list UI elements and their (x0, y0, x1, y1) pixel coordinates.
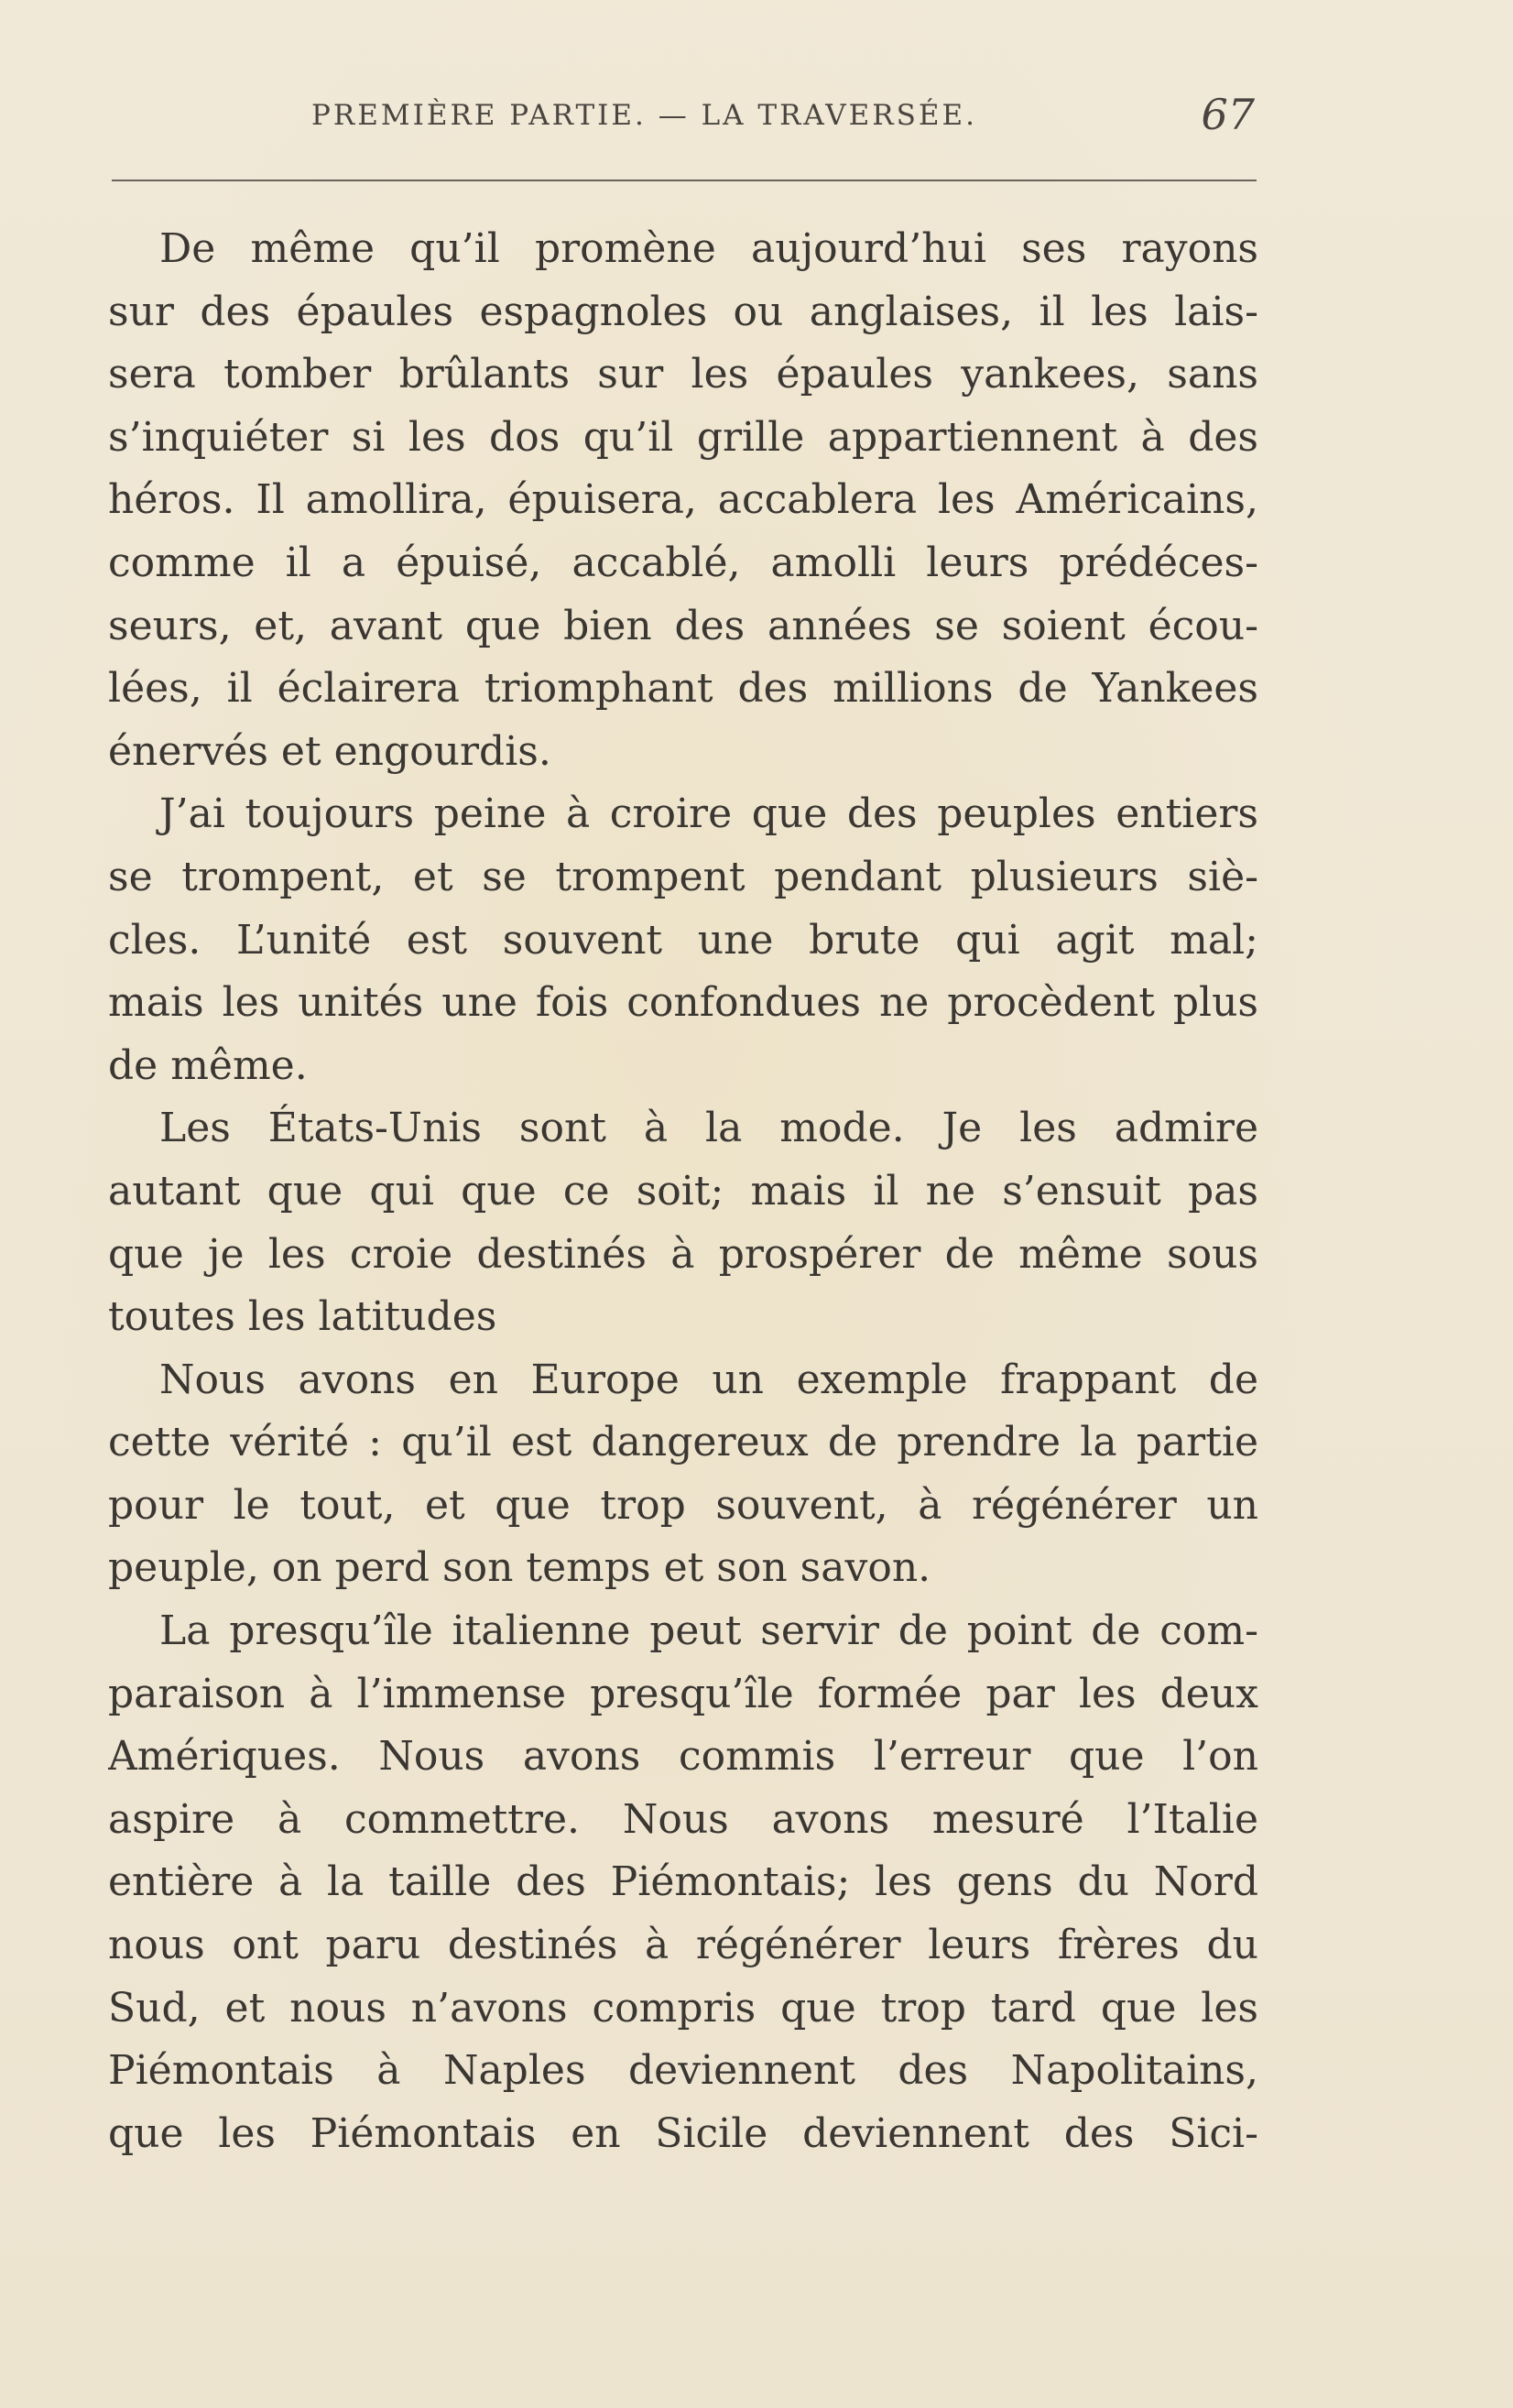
text-line: s’inquiéter si les dos qu’il grille appartiennent à des (108, 413, 1258, 461)
text-line: comme il a épuisé, accablé, amolli leurs prédéces- (108, 539, 1258, 586)
text-line: lées, il éclairera triomphant des millions de Yankees (108, 665, 1258, 713)
text-line: toutes les latitudes (108, 1293, 497, 1341)
text-line: que je les croie destinés à prospérer de même sous (108, 1230, 1258, 1278)
text-line: cles. L’unité est souvent une brute qui agit mal; (108, 916, 1258, 964)
text-line: entière à la taille des Piémontais; les gens du Nord (108, 1858, 1258, 1906)
text-line: se trompent, et se trompent pendant plusieurs siè- (108, 853, 1258, 900)
text-line: cette vérité : qu’il est dangereux de prendre la partie (108, 1419, 1258, 1466)
text-line: mais les unités une fois confondues ne procèdent plus (108, 979, 1258, 1027)
body-text (108, 218, 1258, 2165)
text-line: nous ont paru destinés à régénérer leurs frères du (108, 1922, 1258, 1969)
page-number: 67 (1201, 90, 1255, 139)
running-head: PREMIÈRE PARTIE. — LA TRAVERSÉE. (311, 99, 977, 132)
text-line: que les Piémontais en Sicile deviennent des Sici- (108, 2109, 1258, 2157)
text-line: Les États-Unis sont à la mode. Je les admire (159, 1105, 1258, 1152)
text-line: de même. (108, 1041, 308, 1089)
text-line: énervés et engourdis. (108, 727, 551, 775)
text-line: paraison à l’immense presqu’île formée par les deux (108, 1670, 1258, 1717)
text-line: De même qu’il promène aujourd’hui ses rayons (159, 225, 1258, 272)
text-line: seurs, et, avant que bien des années se soient écou- (108, 602, 1258, 649)
page-header (114, 90, 1255, 154)
text-line: aspire à commettre. Nous avons mesuré l’Italie (108, 1795, 1258, 1843)
text-line: peuple, on perd son temps et son savon. (108, 1544, 931, 1592)
text-line: sera tomber brûlants sur les épaules yankees, sans (108, 351, 1258, 398)
text-line: héros. Il amollira, épuisera, accablera les Américains, (108, 476, 1258, 524)
text-line: Piémontais à Naples deviennent des Napolitains, (108, 2047, 1258, 2095)
text-line: Sud, et nous n’avons compris que trop tard que les (108, 1984, 1258, 2032)
header-rule (112, 180, 1257, 181)
text-line: La presqu’île italienne peut servir de point de com- (159, 1607, 1258, 1655)
text-line: Nous avons en Europe un exemple frappant de (159, 1356, 1258, 1403)
text-line: J’ai toujours peine à croire que des peuples entiers (159, 790, 1258, 838)
text-line: autant que qui que ce soit; mais il ne s’ensuit pas (108, 1167, 1258, 1215)
text-line: Amériques. Nous avons commis l’erreur que l’on (108, 1733, 1258, 1781)
text-line: pour le tout, et que trop souvent, à régénérer un (108, 1481, 1258, 1529)
text-line: sur des épaules espagnoles ou anglaises, il les lais- (108, 288, 1258, 335)
